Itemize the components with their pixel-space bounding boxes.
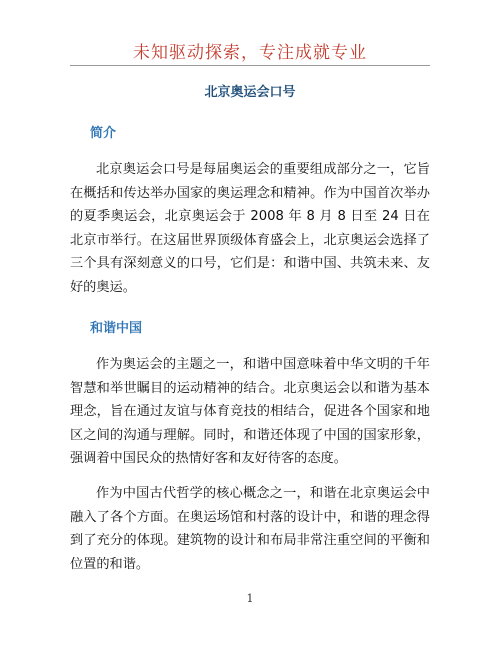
paragraph-harmony-2: 作为中国古代哲学的核心概念之一，和谐在北京奥运会中融入了各个方面。在奥运场馆和村落的设计中，和谐的理念得到了充分的体现。建筑物的设计和布局非常注重空间的平衡和位置的和谐。 <box>70 486 430 572</box>
paragraph-harmony-1: 作为奥运会的主题之一，和谐中国意味着中华文明的千年智慧和举世瞩目的运动精神的结合。北京奥运会以和谐为基本理念，旨在通过友谊与体育竞技的相结合，促进各个国家和地区之间的沟通与理解。同时，和谐还体现了中国的国家形象，强调着中国民众的热情好客和友好待客的态度。 <box>70 357 430 466</box>
paragraph-intro: 北京奥运会口号是每届奥运会的重要组成部分之一，它旨在概括和传达举办国家的奥运理念和精神。作为中国首次举办的夏季奥运会，北京奥运会于 2008 年 8 月 8 日至 24 日在北京市举行。在这届世界顶级体育盛会上，北京奥运会选择了三个具有深刻意义的口号，它们是：和谐中国、共筑未来、友好的奥运。 <box>70 162 430 295</box>
section-heading-harmony: 和谐中国 <box>90 321 143 336</box>
document-title: 北京奥运会口号 <box>204 85 296 100</box>
header-banner: 未知驱动探索，专注成就专业 <box>133 43 367 63</box>
page-number: 1 <box>246 592 254 605</box>
header-divider <box>70 65 430 66</box>
section-heading-intro: 简介 <box>90 126 117 141</box>
